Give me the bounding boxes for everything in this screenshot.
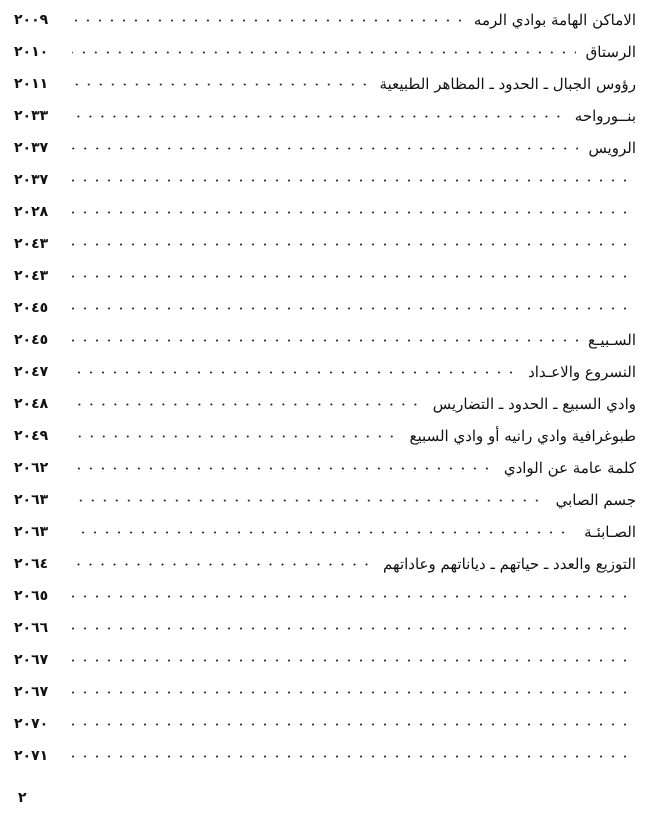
toc-entry-page: ٢٠٦٢ [14,460,49,476]
toc-entry [14,132,636,164]
toc-entry-title: الرويس [588,139,636,157]
toc-entry-page: ٢٠٦٥ [14,588,49,604]
toc-entry-page: ٢٠٦٤ [14,556,49,572]
toc-entry-page: ٢٠٧٠ [14,716,49,732]
toc-entry-page: ٢٠٤٧ [14,364,49,380]
toc-entry-title: السـبيـع [588,331,636,349]
dot-leader [72,275,626,278]
dot-leader [72,243,626,246]
toc-entry [14,356,636,388]
toc-entry-page: ٢٠٤٣ [14,236,49,252]
toc-entry-title: بنــورواحه [574,107,636,125]
dot-leader [72,179,626,182]
toc-entry [14,612,636,644]
toc-entry-page: ٢٠٣٧ [14,172,49,188]
dot-leader [72,531,574,534]
toc-entry-page: ٢٠٠٩ [14,12,49,28]
toc-entry [14,452,636,484]
toc-entry [14,708,636,740]
dot-leader [72,723,626,726]
table-of-contents [14,4,636,772]
toc-entry-title: رؤوس الجبال ـ الحدود ـ المظاهر الطبيعية [379,75,636,93]
toc-entry-title: الرستاق [585,43,636,61]
toc-entry-page: ٢٠٤٥ [14,332,49,348]
toc-entry-page: ٢٠٦٧ [14,652,49,668]
toc-entry-page: ٢٠٤٣ [14,268,49,284]
dot-leader [72,51,576,54]
toc-entry [14,164,636,196]
toc-entry-page: ٢٠١٠ [14,44,49,60]
toc-entry [14,196,636,228]
dot-leader [72,19,464,22]
toc-entry-page: ٢٠٧١ [14,748,49,764]
dot-leader [72,595,626,598]
toc-entry-title: الاماكن الهامة بوادي الرمه [473,11,636,29]
dot-leader [72,659,626,662]
toc-entry-page: ٢٠١١ [14,76,49,92]
toc-entry-title: الصـابئـة [584,523,636,541]
toc-entry [14,740,636,772]
dot-leader [72,435,400,438]
footer-page-number: ٢ [18,790,27,806]
toc-entry [14,292,636,324]
dot-leader [72,307,626,310]
toc-entry-page: ٢٠٦٣ [14,524,49,540]
toc-entry-title: طبوغرافية وادي رانيه أو وادي السبيع [409,427,636,445]
toc-entry-title: النسروع والاعـداد [528,363,636,381]
toc-entry [14,4,636,36]
toc-entry-page: ٢٠٦٧ [14,684,49,700]
toc-entry [14,260,636,292]
dot-leader [72,371,518,374]
dot-leader [72,147,578,150]
toc-entry [14,644,636,676]
toc-entry-page: ٢٠٤٩ [14,428,49,444]
toc-entry [14,516,636,548]
toc-entry [14,388,636,420]
toc-entry [14,548,636,580]
toc-entry [14,580,636,612]
toc-entry [14,676,636,708]
toc-entry-page: ٢٠٣٧ [14,140,49,156]
toc-entry-title: كلمة عامة عن الوادي [503,459,636,477]
dot-leader [72,563,373,566]
dot-leader [72,115,565,118]
dot-leader [72,691,626,694]
dot-leader [72,403,423,406]
toc-entry-title: جسم الصابي [555,491,636,509]
toc-entry [14,420,636,452]
toc-entry-page: ٢٠٦٦ [14,620,49,636]
toc-entry [14,324,636,356]
toc-entry [14,68,636,100]
toc-entry [14,484,636,516]
toc-entry-title: وادي السبيع ـ الحدود ـ التضاريس [432,395,636,413]
dot-leader [72,499,546,502]
toc-entry [14,228,636,260]
dot-leader [72,467,494,470]
toc-entry-page: ٢٠٦٣ [14,492,49,508]
dot-leader [72,83,370,86]
dot-leader [72,755,626,758]
dot-leader [72,339,578,342]
toc-entry [14,100,636,132]
toc-entry [14,36,636,68]
toc-entry-page: ٢٠٤٥ [14,300,49,316]
dot-leader [72,211,626,214]
dot-leader [72,627,626,630]
toc-entry-page: ٢٠٣٣ [14,108,49,124]
toc-entry-title: التوزيع والعدد ـ حياتهم ـ دياناتهم وعاداتهم [383,555,636,573]
toc-entry-page: ٢٠٢٨ [14,204,49,220]
toc-entry-page: ٢٠٤٨ [14,396,49,412]
